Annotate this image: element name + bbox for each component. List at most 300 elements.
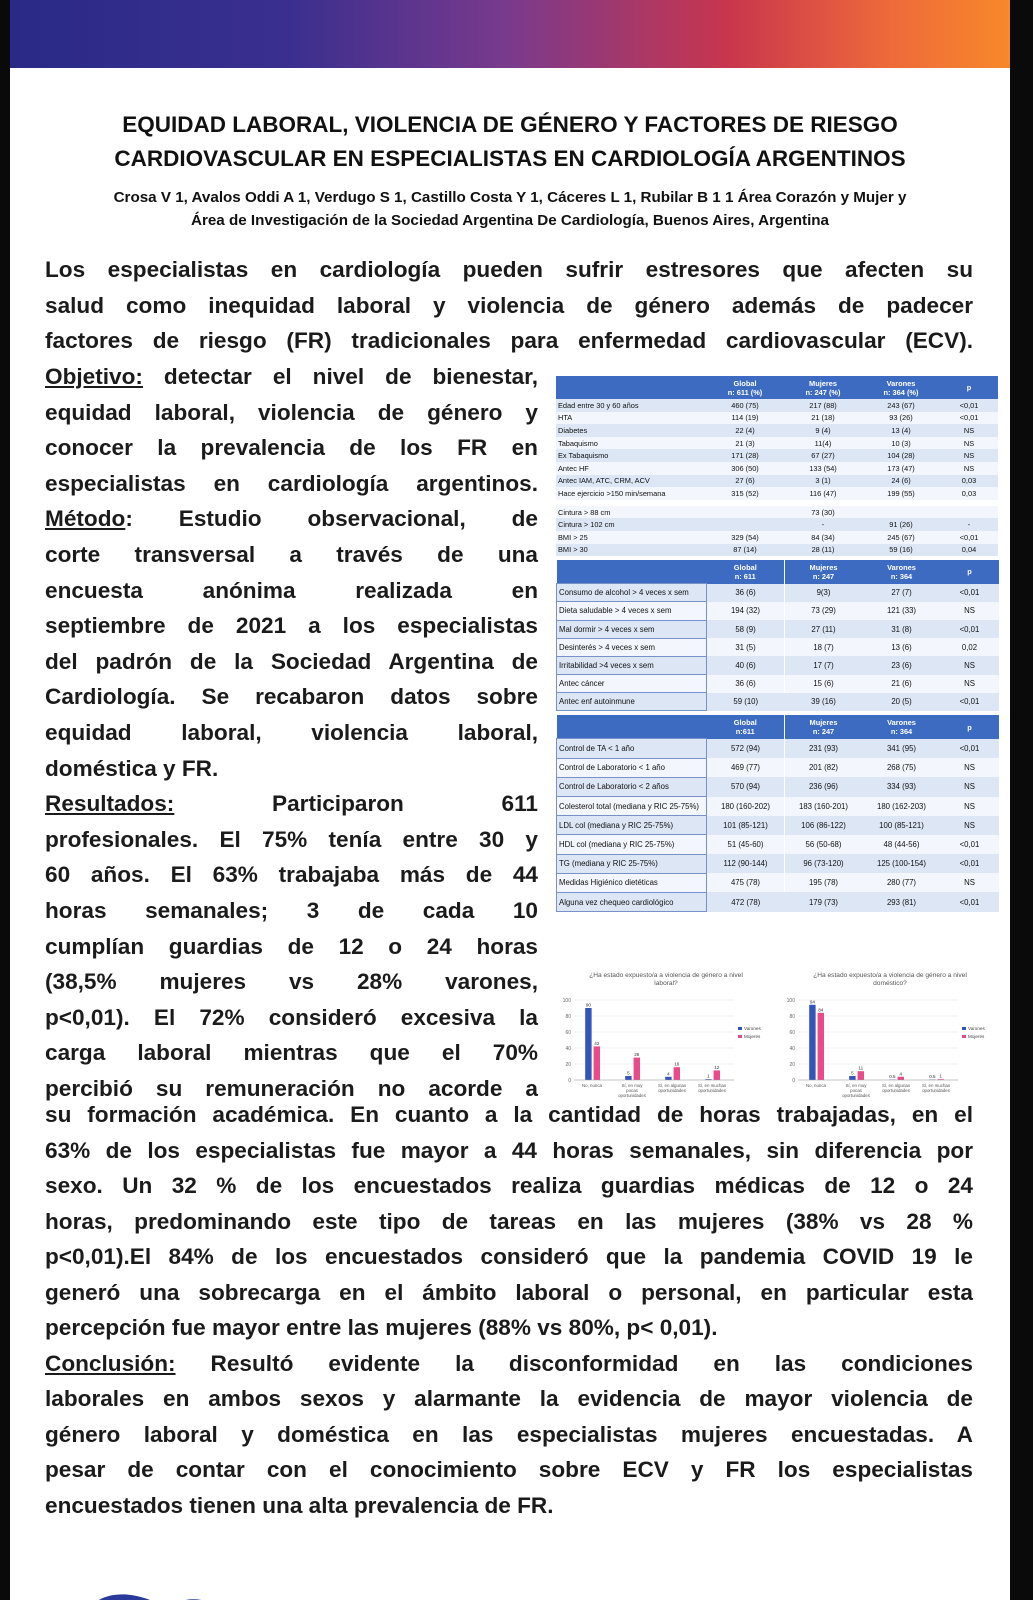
table-row: [557, 873, 999, 892]
charts-panel: [556, 970, 998, 1102]
cell-value: <0,01: [940, 531, 998, 544]
cell-value: 245 (67): [862, 531, 940, 544]
table-row: [556, 531, 998, 544]
cell-value: 293 (81): [863, 892, 941, 911]
y-tick-label: 20: [565, 1062, 571, 1068]
bar-data-label: 94: [809, 999, 815, 1005]
cell-value: 27 (7): [863, 584, 941, 602]
cell-value: 96 (73-120): [785, 854, 863, 873]
cell-value: 133 (54): [784, 462, 862, 475]
text-line: [45, 679, 538, 715]
line-text: Participaron 611: [174, 791, 538, 817]
cell-value: NS: [941, 777, 999, 796]
cell-value: 58 (9): [707, 620, 785, 638]
bar-data-label: 16: [674, 1061, 680, 1067]
cell-value: 0,03: [940, 487, 998, 500]
bottom-text: [45, 1097, 973, 1523]
cell-value: 173 (47): [862, 462, 940, 475]
text-line: [45, 822, 538, 858]
cell-value: 217 (88): [784, 399, 862, 412]
row-label: Tabaquismo: [556, 437, 706, 450]
table-row: [556, 399, 998, 412]
row-label: Ex Tabaquismo: [556, 449, 706, 462]
table-row: [556, 412, 998, 425]
y-tick-label: 60: [789, 1030, 795, 1036]
text-line: [45, 608, 538, 644]
bar-data-label: 0.5: [889, 1074, 896, 1080]
cell-value: -: [784, 518, 862, 531]
x-category-label: Sí, en algunas oportunidades: [657, 1083, 687, 1093]
cell-value: 231 (93): [785, 739, 863, 758]
row-label: Antec cáncer: [557, 675, 707, 693]
cell-value: 0,03: [940, 475, 998, 488]
row-label: Dieta saludable > 4 veces x sem: [557, 602, 707, 620]
cell-value: 27 (11): [785, 620, 863, 638]
table-row: [556, 424, 998, 437]
section-heading: Método: [45, 506, 126, 532]
cell-value: 93 (26): [862, 412, 940, 425]
row-label: Alguna vez chequeo cardiológico: [557, 892, 707, 911]
cell-value: 112 (90-144): [707, 854, 785, 873]
bar: [674, 1067, 680, 1080]
cell-value: NS: [941, 797, 999, 816]
cell-value: 36 (6): [707, 675, 785, 693]
cell-value: 116 (47): [784, 487, 862, 500]
cell-value: 106 (86-122): [785, 816, 863, 835]
cell-value: <0,01: [941, 620, 999, 638]
left-column-text: [45, 359, 538, 1106]
line-text: doméstica y FR.: [45, 755, 219, 781]
intro-paragraph: [45, 252, 973, 359]
cell-value: 10 (3): [862, 437, 940, 450]
cell-value: NS: [941, 816, 999, 835]
table-row: [557, 758, 999, 777]
line-text: horas, predominando este tipo de tareas en las mujeres (38% vs 28 %: [45, 1208, 973, 1234]
row-label: HTA: [556, 412, 706, 425]
cell-value: 101 (85-121): [707, 816, 785, 835]
cell-value: 11(4): [784, 437, 862, 450]
legend-swatch: [962, 1027, 966, 1030]
cell-value: 179 (73): [785, 892, 863, 911]
cell-value: 48 (44-56): [863, 835, 941, 854]
cell-value: 39 (16): [785, 693, 863, 711]
cell-value: [940, 506, 998, 519]
table-row: [557, 693, 999, 711]
cell-value: 9 (4): [784, 424, 862, 437]
line-text: horas semanales; 3 de cada 10: [45, 897, 538, 923]
table-row: [557, 584, 999, 602]
y-tick-label: 0: [568, 1078, 571, 1084]
line-text: 63% de los especialistas fue mayor a 44 horas semanales, sin diferencia por: [45, 1137, 973, 1163]
cell-value: 21 (18): [784, 412, 862, 425]
cell-value: NS: [941, 758, 999, 777]
bar-data-label: 28: [634, 1052, 640, 1058]
line-text: encuesta anónima realizada en: [45, 577, 538, 603]
bar: [714, 1070, 720, 1080]
line-text: su formación académica. En cuanto a la cantidad de horas trabajadas, en el: [45, 1102, 973, 1127]
text-line: [45, 893, 538, 929]
line-text: laborales en ambos sexos y alarmante la evidencia de mayor violencia de: [45, 1386, 973, 1411]
table-row: [556, 449, 998, 462]
table-row: [556, 487, 998, 500]
legend-swatch: [738, 1027, 742, 1030]
bar: [818, 1013, 824, 1080]
bar-chart-domestico: [780, 970, 996, 1102]
chart-domestico: [780, 970, 996, 1102]
text-line: [45, 1000, 538, 1036]
cell-value: NS: [940, 449, 998, 462]
cell-value: -: [940, 518, 998, 531]
text-line: [45, 715, 538, 751]
table-header: p: [940, 376, 998, 399]
cell-value: 51 (45-60): [707, 835, 785, 854]
cell-value: 13 (6): [863, 638, 941, 656]
legend-swatch: [962, 1035, 966, 1038]
bar-data-label: 4: [667, 1071, 670, 1077]
cell-value: 572 (94): [707, 739, 785, 758]
cell-value: 194 (32): [707, 602, 785, 620]
bar: [625, 1076, 631, 1080]
cell-value: 315 (52): [706, 487, 784, 500]
table-header: Mujeres n: 247: [785, 715, 863, 739]
bar: [809, 1005, 815, 1080]
text-line: salud como inequidad laboral y violencia de género además de padecer: [45, 292, 973, 318]
table-row: [556, 544, 998, 557]
chart-title: ¿Ha estado expuesto/a a violencia de género a nivel doméstico?: [813, 972, 967, 987]
cell-value: 469 (77): [707, 758, 785, 777]
table-row: [557, 675, 999, 693]
risk-factors-table: [556, 376, 998, 556]
text-line: [45, 573, 538, 609]
cell-value: 84 (34): [784, 531, 862, 544]
bar: [858, 1071, 864, 1080]
line-text: equidad laboral, violencia de género y: [45, 399, 538, 425]
cell-value: 87 (14): [706, 544, 784, 557]
cell-value: 570 (94): [707, 777, 785, 796]
y-tick-label: 40: [789, 1046, 795, 1052]
cell-value: 280 (77): [863, 873, 941, 892]
chart-title: ¿Ha estado expuesto/a a violencia de género a nivel laboral?: [589, 972, 743, 987]
cell-value: NS: [941, 656, 999, 674]
line-text: cumplían guardias de 12 o 24 horas: [45, 933, 538, 959]
line-text: del padrón de la Sociedad Argentina de: [45, 648, 538, 674]
y-tick-label: 80: [789, 1014, 795, 1020]
row-label: Consumo de alcohol > 4 veces x sem: [557, 584, 707, 602]
table-row: [557, 656, 999, 674]
row-label: TG (mediana y RIC 25-75%): [557, 854, 707, 873]
line-text: p<0,01). El 72% consideró excesiva la: [45, 1004, 538, 1030]
table-row: [556, 462, 998, 475]
table-row: [557, 620, 999, 638]
cell-value: 125 (100-154): [863, 854, 941, 873]
text-line: [45, 1097, 973, 1133]
x-category-label: No, nunca: [805, 1083, 827, 1088]
bar-data-label: 11: [858, 1065, 864, 1071]
cell-value: 36 (6): [707, 584, 785, 602]
line-text: corte transversal a través de una: [45, 541, 538, 567]
line-text: conocer la prevalencia de los FR en: [45, 435, 538, 461]
table-row: [557, 797, 999, 816]
line-text: género laboral y doméstica en las especialistas mujeres encuestadas. A: [45, 1421, 973, 1447]
text-line: [45, 1310, 973, 1346]
cell-value: NS: [941, 602, 999, 620]
table-header: Varones n: 364: [863, 560, 941, 584]
table-row: [557, 854, 999, 873]
bar: [898, 1077, 904, 1080]
line-text: encuestados tienen una alta prevalencia de FR.: [45, 1492, 554, 1518]
line-text: detectar el nivel de bienestar,: [142, 364, 538, 389]
cell-value: 91 (26): [862, 518, 940, 531]
text-line: [45, 1035, 538, 1071]
cell-value: 23 (6): [863, 656, 941, 674]
row-label: Mal dormir > 4 veces x sem: [557, 620, 707, 638]
controls-table: [556, 715, 999, 912]
cell-value: 104 (28): [862, 449, 940, 462]
line-text: 60 años. El 63% trabajaba más de 44: [45, 862, 538, 888]
cell-value: 171 (28): [706, 449, 784, 462]
legend-label: Mujeres: [968, 1034, 985, 1039]
row-label: Edad entre 30 y 60 años: [556, 399, 706, 412]
text-line: [45, 786, 538, 822]
row-label: Antec HF: [556, 462, 706, 475]
table-row: [557, 835, 999, 854]
bar: [665, 1077, 671, 1080]
y-tick-label: 100: [562, 998, 571, 1004]
cell-value: 472 (78): [707, 892, 785, 911]
text-line: [45, 857, 538, 893]
table-row: [556, 475, 998, 488]
cell-value: 40 (6): [707, 656, 785, 674]
cell-value: NS: [940, 462, 998, 475]
row-label: Colesterol total (mediana y RIC 25-75%): [557, 797, 707, 816]
legend-swatch: [738, 1035, 742, 1038]
text-line: [45, 1381, 973, 1417]
cell-value: NS: [941, 873, 999, 892]
cell-value: <0,01: [941, 835, 999, 854]
text-line: [45, 395, 538, 431]
title-line: CARDIOVASCULAR EN ESPECIALISTAS EN CARDIOLOGÍA ARGENTINOS: [114, 146, 906, 171]
row-label: Hace ejercicio >150 min/semana: [556, 487, 706, 500]
row-label: Diabetes: [556, 424, 706, 437]
text-line: [45, 1133, 973, 1169]
cell-value: [706, 518, 784, 531]
poster: [10, 0, 1010, 1600]
bar-data-label: 1: [939, 1073, 943, 1079]
text-line: [45, 644, 538, 680]
cell-value: 0,02: [941, 638, 999, 656]
cell-value: 195 (78): [785, 873, 863, 892]
table-row: [557, 739, 999, 758]
table-header: Global n: 611 (%): [706, 376, 784, 399]
cell-value: 180 (162-203): [863, 797, 941, 816]
x-category-label: Sí, en muy pocas oportunidades: [618, 1083, 646, 1098]
cell-value: 21 (3): [706, 437, 784, 450]
cell-value: <0,01: [941, 739, 999, 758]
line-text: Cardiología. Se recabaron datos sobre: [45, 684, 538, 710]
line-text: equidad laboral, violencia laboral,: [45, 719, 538, 745]
cell-value: 67 (27): [784, 449, 862, 462]
cell-value: 121 (33): [863, 602, 941, 620]
table-row: [557, 638, 999, 656]
text-line: [45, 359, 538, 395]
cell-value: 27 (6): [706, 475, 784, 488]
bar-data-label: 0.5: [929, 1074, 936, 1080]
row-label: Control de Laboratorio < 1 año: [557, 758, 707, 777]
text-line: [45, 929, 538, 965]
cell-value: 73 (29): [785, 602, 863, 620]
line-text: p<0,01).El 84% de los encuestados consideró que la pandemia COVID 19 le: [45, 1244, 973, 1269]
table-header: Global n: 611: [707, 560, 785, 584]
tables-panel: [556, 376, 998, 912]
row-label: Control de Laboratorio < 2 años: [557, 777, 707, 796]
table-header: Global n:611: [707, 715, 785, 739]
y-tick-label: 100: [786, 998, 795, 1004]
bar: [585, 1008, 591, 1080]
poster-title: [50, 108, 970, 176]
y-tick-label: 0: [792, 1078, 795, 1084]
text-line: [45, 537, 538, 573]
cell-value: 334 (93): [863, 777, 941, 796]
x-category-label: No, nunca: [581, 1083, 603, 1088]
text-line: [45, 1275, 973, 1311]
bar: [634, 1058, 640, 1080]
cell-value: 3 (1): [784, 475, 862, 488]
cell-value: 243 (67): [862, 399, 940, 412]
bar-data-label: 90: [585, 1002, 591, 1008]
text-line: [45, 1204, 973, 1240]
row-label: BMI > 25: [556, 531, 706, 544]
bar-data-label: 1: [707, 1073, 710, 1079]
cell-value: 59 (16): [862, 544, 940, 557]
title-line: EQUIDAD LABORAL, VIOLENCIA DE GÉNERO Y FACTORES DE RIESGO: [122, 112, 898, 137]
text-line: [45, 466, 538, 502]
cell-value: 59 (10): [707, 693, 785, 711]
authors-line: Área de Investigación de la Sociedad Argentina De Cardiología, Buenos Aires, Argentina: [190, 212, 830, 229]
bar-data-label: 4: [899, 1071, 903, 1077]
cell-value: 341 (95): [863, 739, 941, 758]
authors: [50, 186, 970, 232]
cell-value: 183 (160-201): [785, 797, 863, 816]
cell-value: 31 (8): [863, 620, 941, 638]
text-line: [45, 1488, 973, 1524]
cell-value: 306 (50): [706, 462, 784, 475]
table-header: [556, 376, 706, 399]
cell-value: 201 (82): [785, 758, 863, 777]
cell-value: 17 (7): [785, 656, 863, 674]
x-category-label: Sí, en muchas oportunidades: [921, 1083, 951, 1093]
table-row: [557, 892, 999, 911]
cell-value: 31 (5): [707, 638, 785, 656]
text-line: [45, 1452, 973, 1488]
y-tick-label: 40: [565, 1046, 571, 1052]
cell-value: 329 (54): [706, 531, 784, 544]
table-header: p: [941, 715, 999, 739]
y-tick-label: 60: [565, 1030, 571, 1036]
bar-data-label: 84: [818, 1007, 824, 1013]
line-text: generó una sobrecarga en el ámbito laboral o personal, en particular esta: [45, 1279, 973, 1305]
logo-fragment: [80, 1578, 400, 1600]
line-text: percibió su remuneración no acorde a: [45, 1075, 538, 1101]
cell-value: 56 (50-68): [785, 835, 863, 854]
row-label: HDL col (mediana y RIC 25-75%): [557, 835, 707, 854]
row-label: Desinterés > 4 veces x sem: [557, 638, 707, 656]
cell-value: <0,01: [941, 892, 999, 911]
text-line: [45, 964, 538, 1000]
cell-value: 13 (4): [862, 424, 940, 437]
text-line: [45, 1168, 973, 1204]
cell-value: <0,01: [941, 584, 999, 602]
table-header: p: [941, 560, 999, 584]
text-line: Los especialistas en cardiología pueden sufrir estresores que afecten su: [45, 257, 973, 282]
bar-chart-laboral: [556, 970, 772, 1102]
table-row: [557, 602, 999, 620]
line-text: especialistas en cardiología argentinos.: [45, 470, 538, 496]
text-line: [45, 501, 538, 537]
row-label: Irritabilidad >4 veces x sem: [557, 656, 707, 674]
authors-line: Crosa V 1, Avalos Oddi A 1, Verdugo S 1, Castillo Costa Y 1, Cáceres L 1, Rubilar B 1 1 Área Corazón y Mujer y: [113, 189, 907, 206]
cell-value: 20 (5): [863, 693, 941, 711]
text-line: [45, 1346, 973, 1382]
row-label: Cintura > 102 cm: [556, 518, 706, 531]
bar: [594, 1046, 600, 1080]
cell-value: 22 (4): [706, 424, 784, 437]
cell-value: 268 (75): [863, 758, 941, 777]
cell-value: 18 (7): [785, 638, 863, 656]
cell-value: NS: [941, 675, 999, 693]
row-label: Control de TA < 1 año: [557, 739, 707, 758]
table-header: Varones n: 364 (%): [862, 376, 940, 399]
text-line: [45, 430, 538, 466]
line-text: septiembre de 2021 a los especialistas: [45, 613, 538, 639]
cell-value: <0,01: [941, 693, 999, 711]
cell-value: 114 (19): [706, 412, 784, 425]
section-heading: Conclusión:: [45, 1350, 176, 1376]
bar-data-label: 5: [627, 1070, 630, 1076]
line-text: pesar de contar con el conocimiento sobre ECV y FR los especialistas: [45, 1457, 973, 1482]
table-row: [556, 506, 998, 519]
table-header: Mujeres n: 247 (%): [784, 376, 862, 399]
cell-value: 180 (160-202): [707, 797, 785, 816]
table-header: [557, 560, 707, 584]
row-label: Medidas Higiénico dietéticas: [557, 873, 707, 892]
table-row: [557, 777, 999, 796]
line-text: sexo. Un 32 % de los encuestados realiza guardias médicas de 12 o 24: [45, 1173, 973, 1198]
cell-value: 24 (6): [862, 475, 940, 488]
bar: [849, 1076, 855, 1080]
section-heading: Objetivo:: [45, 364, 143, 389]
cell-value: 73 (30): [784, 506, 862, 519]
cell-value: 28 (11): [784, 544, 862, 557]
row-label: Antec IAM, ATC, CRM, ACV: [556, 475, 706, 488]
y-tick-label: 20: [789, 1062, 795, 1068]
cell-value: NS: [940, 424, 998, 437]
row-label: Antec enf autoinmune: [557, 693, 707, 711]
table-row: [556, 437, 998, 450]
habits-table: [556, 560, 999, 711]
cell-value: 236 (96): [785, 777, 863, 796]
bar-data-label: 12: [714, 1064, 720, 1070]
line-text: : Estudio observacional, de: [125, 506, 538, 532]
cell-value: 460 (75): [706, 399, 784, 412]
legend-label: Mujeres: [744, 1034, 761, 1039]
y-tick-label: 80: [565, 1014, 571, 1020]
cell-value: [862, 506, 940, 519]
x-category-label: Sí, en algunas oportunidades: [881, 1083, 911, 1093]
cell-value: NS: [940, 437, 998, 450]
table-header: Varones n: 364: [863, 715, 941, 739]
header-gradient-bar: [10, 0, 1010, 68]
cell-value: [706, 506, 784, 519]
